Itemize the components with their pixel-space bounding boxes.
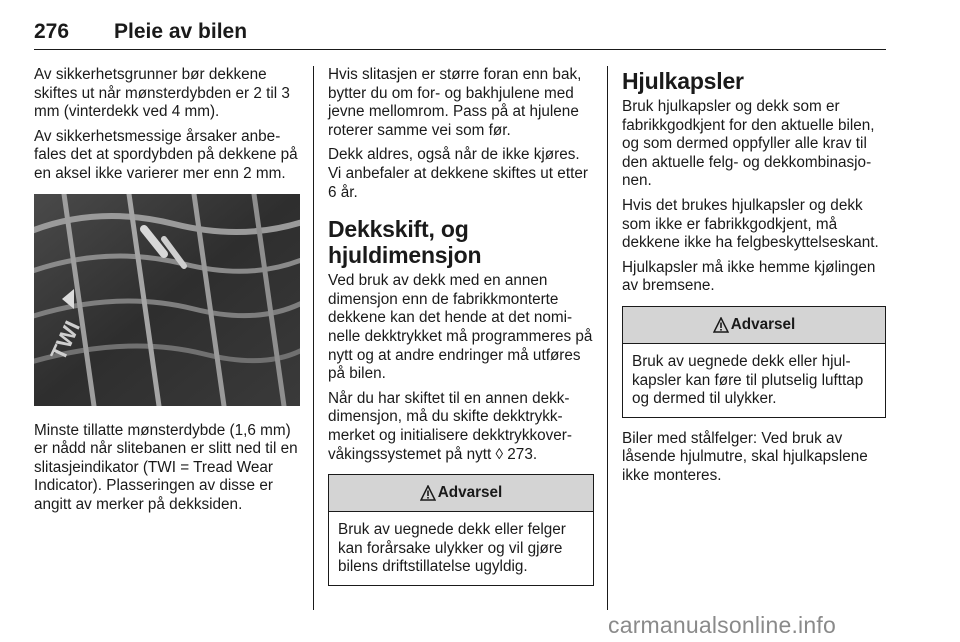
warning-title: Advarsel [730,315,796,333]
paragraph: Av sikkerhetsmessige årsaker anbefales det at spordybden på dekkene på en aksel ikke varierer mer enn 2 mm. [34,127,298,182]
paragraph: Bruk hjulkapsler og dekk som er fabrikkgodkjent for den aktuelle bilen, og som dermed oppfyller alle krav til den aktuelle felg- og dekkombinasjonen. [622,98,875,190]
tire-tread-photo [34,194,300,406]
running-title: Pleie av bilen [114,20,248,43]
paragraph: Av sikkerhetsgrunner bør dekkene skiftes ut når mønsterdybden er 2 til 3 mm (vinterdekk ved 4 mm). [34,66,290,121]
header-rule [34,49,886,50]
section-heading: Dekkskift, og hjuldimensjon [328,216,482,269]
warning-triangle-icon [713,317,729,333]
paragraph: Dekk aldres, også når de ikke kjøres. Vi anbefaler at dekkene skiftes ut etter 6 år. [328,146,588,201]
paragraph: Hvis det brukes hjulkapsler og dekk som ikke er fabrikkgodkjent, må dekkene ikke ha felgbeskyttelseskant. [622,196,879,252]
warning-title: Advarsel [437,483,503,501]
column-divider [607,66,608,610]
column-divider [313,66,314,610]
paragraph: Ved bruk av dekk med en annen dimensjon enn de fabrikkmonterte dekkene kan det hende at det nominelle dekktrykket må programmeres på nytt og at andre endringer må utføres på bilen. [328,272,593,383]
warning-text: Bruk av uegnede dekk eller hjulkapsler kan føre til plutselig lufttap og dermed til ulykker. [632,352,864,408]
twi-label: TWI [45,316,86,364]
paragraph: Hjulkapsler må ikke hemme kjølingen av bremsene. [622,258,876,295]
warning-header [329,475,593,512]
figure-caption: Minste tillatte mønsterdybde (1,6 mm) er nådd når slitebanen er slitt ned til en slitasjeindikator (TWI = Tread Wear Indicator). Plasseringen av disse er angitt av merker på dekksiden. [34,421,298,513]
column-1 [34,66,300,521]
warning-box [622,306,886,418]
warning-header [623,307,885,344]
section-heading: Hjulkapsler [622,68,744,94]
paragraph: Hvis slitasjen er større foran enn bak, bytter du om for- og bakhjulene med jevne mellomrom. Pass på at hjulene roterer samme vei som før. [328,66,582,139]
warning-text: Bruk av uegnede dekk eller felger kan forårsake ulykker og vil gjøre bilens driftstillatelse ugyldig. [338,521,566,576]
column-2 [328,66,594,598]
paragraph: Når du har skiftet til en annen dekkdimensjon, må du skifte dekktrykkmerket og initialisere dekktrykkovervåkingssystemet på nytt ◊ 273. [328,389,572,463]
page-header [34,14,886,50]
paragraph: Biler med stålfelger: Ved bruk av låsende hjulmutre, skal hjulkapslene ikke monteres. [622,429,868,484]
warning-box [328,474,594,586]
watermark: carmanualsonline.info [608,612,836,638]
column-3 [622,66,886,492]
warning-triangle-icon [420,485,436,501]
page-number: 276 [34,20,70,43]
